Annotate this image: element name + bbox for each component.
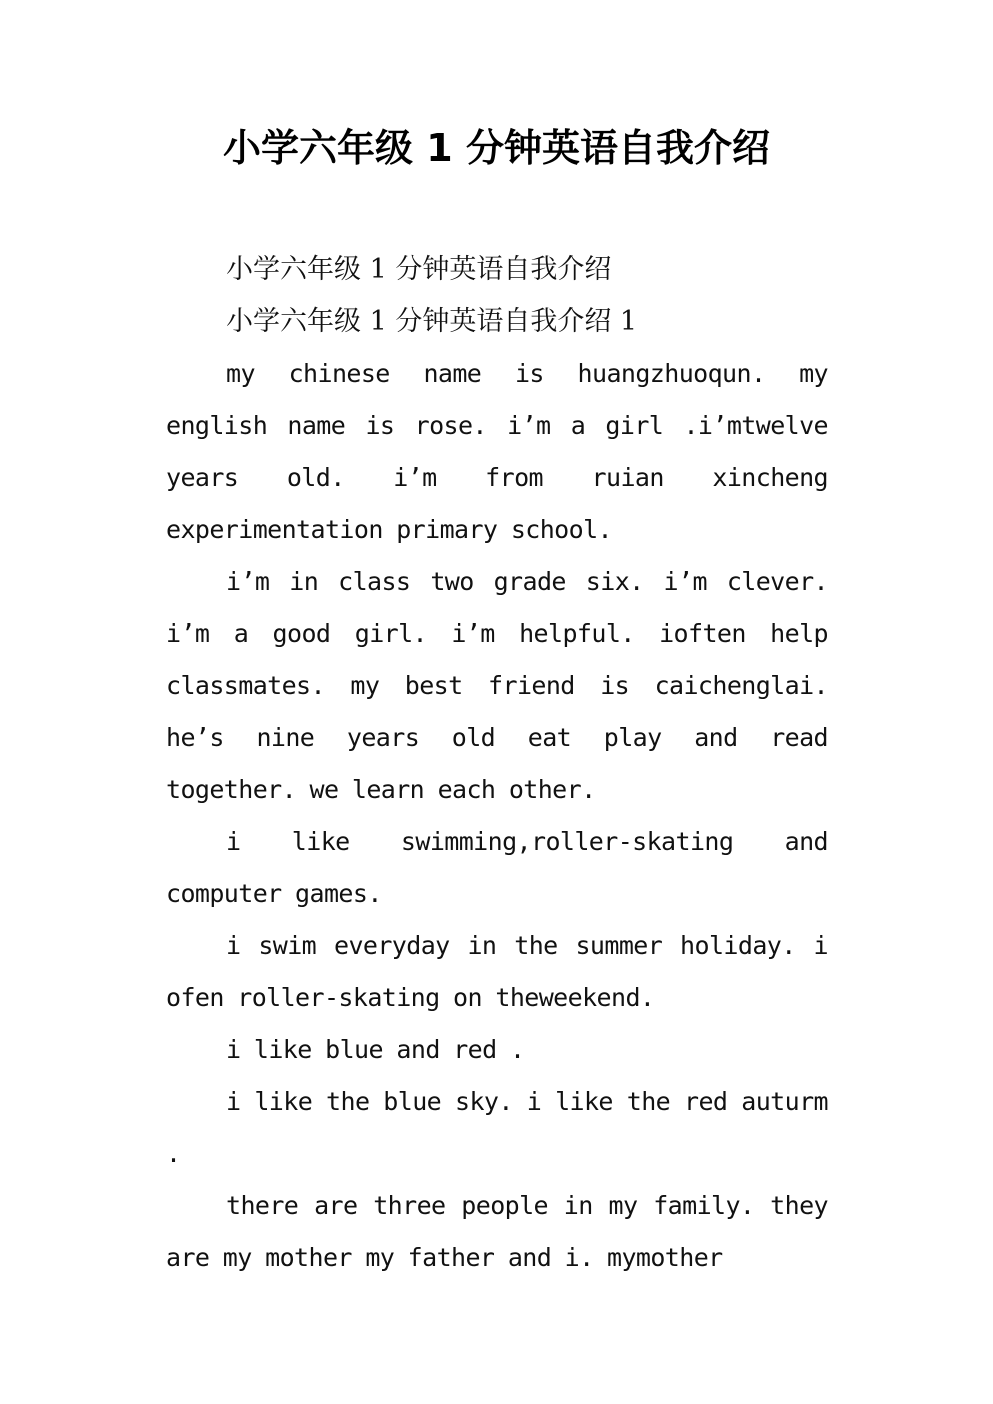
paragraph-intro: my chinese name is huangzhuoqun. my english name is rose. i’m a girl .i’mtwelve years old. i’m from ruian xincheng experimentation primary school.: [166, 359, 828, 544]
subheading-2: 小学六年级 1 分钟英语自我介绍 1: [226, 306, 638, 337]
document-title: 小学六年级 1 分钟英语自我介绍: [223, 126, 770, 170]
paragraph-hobbies: i like swimming,roller-skating and computer games.: [166, 827, 828, 908]
paragraph-class-and-friend: i’m in class two grade six. i’m clever. i’m a good girl. i’m helpful. ioften help classmates. my best friend is caichenglai. he’s nine years old eat play and read together. we learn each other.: [166, 567, 828, 804]
document-body: [166, 244, 828, 1284]
paragraph-colors: i like blue and red .: [226, 1035, 525, 1064]
subheading-1: 小学六年级 1 分钟英语自我介绍: [226, 254, 612, 285]
paragraph-swimming: i swim everyday in the summer holiday. i ofen roller-skating on theweekend.: [166, 931, 828, 1012]
paragraph-sky: i like the blue sky. i like the red auturm .: [166, 1087, 828, 1168]
paragraph-family: there are three people in my family. they are my mother my father and i. mymother: [166, 1191, 828, 1272]
